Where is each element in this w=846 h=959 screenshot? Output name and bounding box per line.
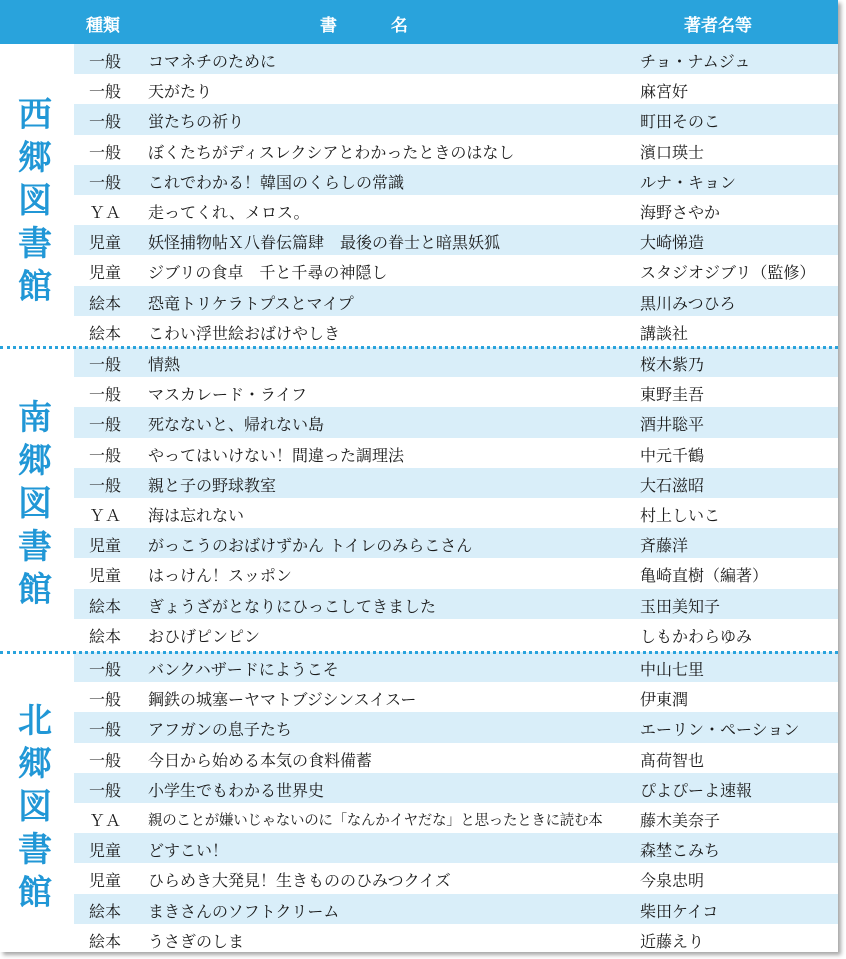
table-row	[74, 619, 838, 649]
book-author: 大石滋昭	[640, 475, 705, 495]
book-author: 藤木美奈子	[640, 810, 721, 830]
table-row	[74, 863, 838, 893]
book-type: ＹＡ	[88, 202, 121, 222]
book-type: 児童	[88, 871, 121, 891]
book-title: ぼくたちがディスレクシアとわかったときのはなし	[148, 142, 515, 162]
table-row	[74, 165, 838, 195]
book-type: 一般	[88, 82, 121, 102]
library-section	[0, 44, 838, 346]
book-title: 親と子の野球教室	[148, 475, 277, 495]
library-section	[0, 652, 838, 954]
header-title: 書 名	[320, 16, 432, 36]
table-row	[74, 712, 838, 742]
library-name-char: 図	[18, 484, 52, 524]
table-row	[74, 924, 838, 954]
table-header	[0, 0, 838, 44]
book-author: 桜木紫乃	[640, 355, 705, 374]
library-name-char: 南	[18, 398, 52, 438]
table-row	[74, 347, 838, 377]
table-row	[74, 438, 838, 468]
book-author: チョ・ナムジュ	[640, 52, 751, 71]
book-title: コマネチのために	[148, 52, 277, 71]
table-row	[74, 589, 838, 619]
library-name-char: 郷	[18, 744, 52, 784]
book-type: 一般	[88, 142, 121, 162]
table-row	[74, 803, 838, 833]
book-author: 麻宮好	[640, 82, 689, 102]
book-type: 児童	[88, 536, 121, 556]
header-author: 著者名等	[684, 16, 752, 36]
book-title: うさぎのしま	[148, 931, 245, 951]
book-type: 一般	[88, 750, 121, 770]
book-type: 一般	[88, 52, 121, 71]
table-row	[74, 316, 838, 346]
book-type: ＹＡ	[88, 810, 121, 830]
table-row	[74, 468, 838, 498]
book-title: こわい浮世絵おばけやしき	[148, 323, 341, 343]
book-title: バンクハザードにようこそ	[148, 660, 339, 679]
book-title: 天がたり	[148, 82, 213, 102]
library-name	[8, 94, 62, 309]
book-title: 走ってくれ、メロス。	[148, 202, 310, 222]
library-section	[0, 347, 838, 649]
book-title: 鋼鉄の城塞ーヤマトブジシンスイスー	[148, 690, 417, 710]
table-row	[74, 682, 838, 712]
book-title: 親のことが嫌いじゃないのに「なんかイヤだな」と思ったときに読む本	[148, 812, 603, 829]
table-row	[74, 104, 838, 134]
book-type: 児童	[88, 233, 121, 253]
book-author: エーリン・ペーション	[640, 720, 800, 740]
table-row	[74, 528, 838, 558]
book-title: 蛍たちの祈り	[148, 112, 245, 132]
book-type: 一般	[88, 415, 121, 435]
book-type: 児童	[88, 841, 121, 861]
book-author: 村上しいこ	[640, 505, 721, 525]
book-author: 柴田ケイコ	[640, 901, 719, 921]
book-type: 一般	[88, 385, 121, 405]
table-row	[74, 195, 838, 225]
book-author: 玉田美知子	[640, 596, 721, 616]
book-type: 一般	[88, 355, 121, 374]
book-author: 黒川みつひろ	[640, 293, 736, 313]
book-author: 東野圭吾	[640, 385, 705, 405]
book-title: マスカレード・ライフ	[148, 385, 308, 405]
book-title: ジブリの食卓 千と千尋の神隠し	[148, 263, 388, 283]
table-row	[74, 225, 838, 255]
book-type: 絵本	[88, 931, 121, 951]
book-author: 伊東潤	[640, 690, 689, 710]
book-author: 海野さやか	[640, 202, 721, 222]
book-type: 一般	[88, 780, 121, 800]
table-row	[74, 652, 838, 682]
book-author: 亀崎直樹（編著）	[640, 566, 769, 586]
book-type: 絵本	[88, 323, 121, 343]
book-title: ひらめき大発見！生きもののひみつクイズ	[148, 871, 451, 891]
library-name-char: 書	[18, 527, 52, 567]
book-title: おひげピンピン	[148, 626, 261, 646]
table-row	[74, 286, 838, 316]
book-author: 中山七里	[640, 660, 705, 679]
book-author: 町田そのこ	[640, 112, 721, 132]
table-row	[74, 743, 838, 773]
book-type: 一般	[88, 690, 121, 710]
book-title: アフガンの息子たち	[148, 720, 292, 740]
library-name-char: 書	[18, 830, 52, 870]
library-name-char: 館	[18, 570, 52, 610]
table-row	[74, 773, 838, 803]
table-row	[74, 833, 838, 863]
library-name	[8, 700, 62, 915]
book-author: 今泉忠明	[640, 871, 705, 891]
book-author: 大崎悌造	[640, 233, 705, 253]
library-name-char: 館	[18, 873, 52, 913]
table-row	[74, 498, 838, 528]
library-name-char: 西	[18, 95, 52, 135]
book-author: ルナ・キョン	[640, 172, 737, 192]
library-name-char: 図	[18, 787, 52, 827]
library-name-char: 郷	[18, 138, 52, 178]
book-author: 濱口瑛士	[640, 142, 705, 162]
table-row	[74, 135, 838, 165]
book-title: どすこい！	[148, 841, 229, 861]
book-author: 髙荷智也	[640, 750, 705, 770]
book-title: 妖怪捕物帖Ｘ八眷伝篇肆 最後の眷士と暗黒妖狐	[148, 233, 501, 253]
table-row	[74, 377, 838, 407]
library-name-char: 図	[18, 181, 52, 221]
book-title: 情熱	[148, 355, 181, 374]
book-author: 中元千鶴	[640, 445, 705, 465]
book-type: ＹＡ	[88, 505, 121, 525]
table-row	[74, 74, 838, 104]
book-author: スタジオジブリ（監修）	[640, 263, 816, 283]
book-type: 一般	[88, 172, 121, 192]
book-title: がっこうのおばけずかん トイレのみらこさん	[148, 536, 473, 556]
section-divider	[0, 346, 838, 349]
book-title: 今日から始める本気の食料備蓄	[148, 750, 373, 770]
book-type: 一般	[88, 720, 121, 740]
book-author: 森埜こみち	[640, 841, 721, 861]
book-title: まきさんのソフトクリーム	[148, 901, 340, 921]
book-author: 斉藤洋	[640, 536, 689, 556]
table-row	[74, 407, 838, 437]
header-type: 種類	[86, 16, 120, 36]
library-name-char: 北	[18, 701, 52, 741]
book-title: やってはいけない！間違った調理法	[148, 445, 405, 465]
book-type: 絵本	[88, 901, 121, 921]
book-type: 一般	[88, 112, 121, 132]
book-type: 一般	[88, 660, 121, 679]
book-author: 講談社	[640, 323, 689, 343]
book-title: 小学生でもわかる世界史	[148, 780, 325, 800]
library-name-char: 郷	[18, 441, 52, 481]
table-row	[74, 255, 838, 285]
book-type: 一般	[88, 445, 121, 465]
book-title: ぎょうざがとなりにひっこしてきました	[148, 596, 437, 616]
book-type: 絵本	[88, 626, 121, 646]
book-author: ぴよぴーよ速報	[640, 780, 753, 800]
library-name	[8, 397, 62, 612]
book-title: はっけん！スッポン	[148, 566, 292, 586]
table-row	[74, 558, 838, 588]
book-author: しもかわらゆみ	[640, 626, 753, 646]
book-title: 海は忘れない	[148, 505, 245, 525]
book-title: これでわかる！韓国のくらしの常識	[148, 172, 405, 192]
section-divider	[0, 651, 838, 654]
book-type: 絵本	[88, 293, 121, 313]
book-author: 酒井聡平	[640, 415, 705, 435]
book-type: 絵本	[88, 596, 121, 616]
book-title: 死なないと、帰れない島	[148, 415, 325, 435]
book-title: 恐竜トリケラトプスとマイプ	[148, 293, 354, 313]
book-type: 一般	[88, 475, 121, 495]
table-row	[74, 44, 838, 74]
book-type: 児童	[88, 263, 121, 283]
book-type: 児童	[88, 566, 121, 586]
library-name-char: 館	[18, 267, 52, 307]
library-name-char: 書	[18, 224, 52, 264]
table-row	[74, 894, 838, 924]
book-author: 近藤えり	[640, 931, 705, 951]
